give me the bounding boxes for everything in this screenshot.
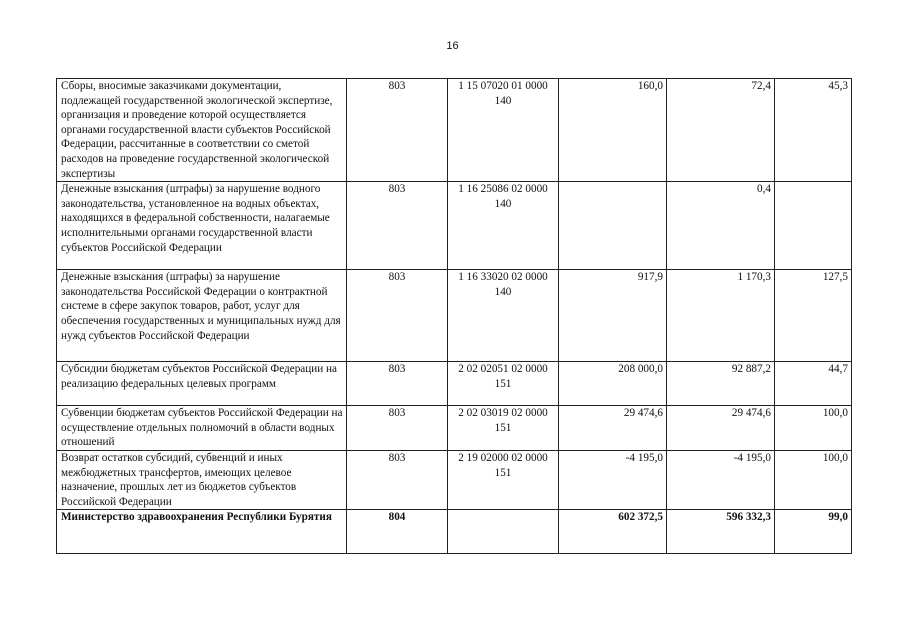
admin-code-cell: 803 xyxy=(347,450,448,509)
budget-code-cell: 1 16 25086 02 0000 140 xyxy=(448,182,559,270)
admin-code-cell: 803 xyxy=(347,270,448,362)
fact-value-cell: -4 195,0 xyxy=(667,450,775,509)
budget-code-cell: 2 02 03019 02 0000 151 xyxy=(448,406,559,451)
budget-code-cell xyxy=(448,510,559,554)
admin-code-cell: 804 xyxy=(347,510,448,554)
fact-value-cell: 29 474,6 xyxy=(667,406,775,451)
percent-cell: 100,0 xyxy=(775,450,852,509)
percent-cell: 100,0 xyxy=(775,406,852,451)
budget-code-cell: 1 16 33020 02 0000 140 xyxy=(448,270,559,362)
table-row xyxy=(57,510,852,554)
fact-value-cell: 1 170,3 xyxy=(667,270,775,362)
percent-cell: 44,7 xyxy=(775,362,852,406)
table-body xyxy=(57,79,852,554)
fact-value-cell: 92 887,2 xyxy=(667,362,775,406)
admin-code-cell: 803 xyxy=(347,79,448,182)
percent-cell xyxy=(775,182,852,270)
budget-code-cell: 2 19 02000 02 0000 151 xyxy=(448,450,559,509)
row-name-cell: Денежные взыскания (штрафы) за нарушение водного законодательства, установленное на водных объектах, находящихся в федеральной собственности, налагаемые исполнительными органами государственной власти субъектов Российской Федерации xyxy=(57,182,347,270)
table-row xyxy=(57,79,852,182)
plan-value-cell xyxy=(559,182,667,270)
row-name-cell: Денежные взыскания (штрафы) за нарушение законодательства Российской Федерации о контрактной системе в сфере закупок товаров, работ, услуг для обеспечения государственных и муниципальных нужд для нужд субъектов Российской Федерации xyxy=(57,270,347,362)
revenue-table xyxy=(56,78,852,554)
row-name-cell: Министерство здравоохранения Республики Бурятия xyxy=(57,510,347,554)
row-name-cell: Субвенции бюджетам субъектов Российской Федерации на осуществление отдельных полномочий в области водных отношений xyxy=(57,406,347,451)
fact-value-cell: 596 332,3 xyxy=(667,510,775,554)
fact-value-cell: 0,4 xyxy=(667,182,775,270)
plan-value-cell: 602 372,5 xyxy=(559,510,667,554)
admin-code-cell: 803 xyxy=(347,182,448,270)
admin-code-cell: 803 xyxy=(347,406,448,451)
percent-cell: 99,0 xyxy=(775,510,852,554)
fact-value-cell: 72,4 xyxy=(667,79,775,182)
row-name-cell: Сборы, вносимые заказчиками документации, подлежащей государственной экологической экспертизе, организация и проведение которой осуществляется органами государственной власти субъектов Российской Федерации, рассчитанные в соответствии со сметой расходов на проведение государственной экологической экспертизы xyxy=(57,79,347,182)
plan-value-cell: 208 000,0 xyxy=(559,362,667,406)
budget-code-cell: 1 15 07020 01 0000 140 xyxy=(448,79,559,182)
percent-cell: 127,5 xyxy=(775,270,852,362)
table-row xyxy=(57,450,852,509)
row-name-cell: Субсидии бюджетам субъектов Российской Федерации на реализацию федеральных целевых программ xyxy=(57,362,347,406)
plan-value-cell: -4 195,0 xyxy=(559,450,667,509)
budget-code-cell: 2 02 02051 02 0000 151 xyxy=(448,362,559,406)
table-row xyxy=(57,362,852,406)
plan-value-cell: 29 474,6 xyxy=(559,406,667,451)
row-name-cell: Возврат остатков субсидий, субвенций и иных межбюджетных трансфертов, имеющих целевое назначение, прошлых лет из бюджетов субъектов Российской Федерации xyxy=(57,450,347,509)
plan-value-cell: 160,0 xyxy=(559,79,667,182)
table-row xyxy=(57,270,852,362)
page-number: 16 xyxy=(446,40,459,52)
admin-code-cell: 803 xyxy=(347,362,448,406)
percent-cell: 45,3 xyxy=(775,79,852,182)
plan-value-cell: 917,9 xyxy=(559,270,667,362)
table-row xyxy=(57,182,852,270)
table-row xyxy=(57,406,852,451)
